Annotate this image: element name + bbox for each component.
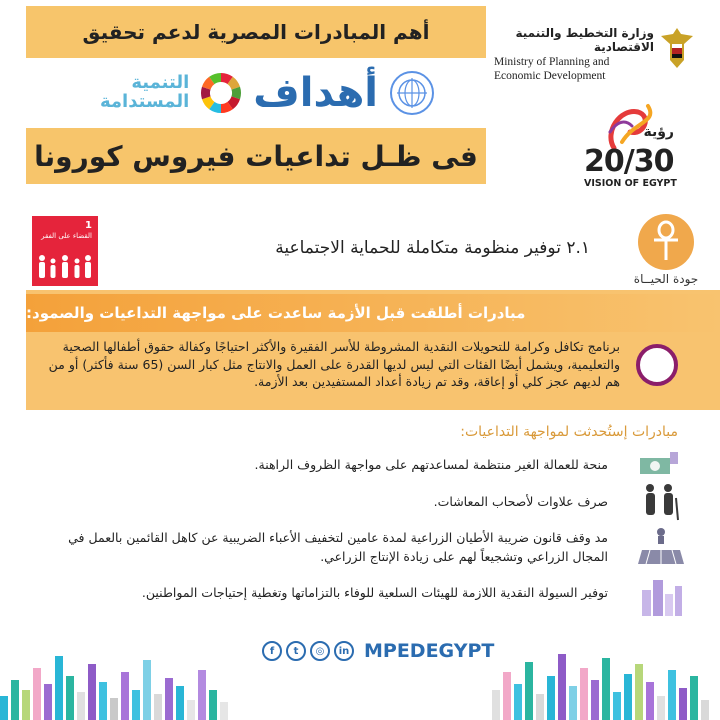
list-item: توفير السيولة النقدية اللازمة للهيئات السلعية للوفاء بالتزاماتها وتغطية إحتياجات المواطنين. xyxy=(141,585,608,600)
vision-number: 20/30 xyxy=(584,144,674,179)
sdg1-label: القضاء على الفقر xyxy=(41,232,92,240)
sdg-main-title: أهداف xyxy=(253,70,379,116)
sdg-sub-1: التنمية xyxy=(131,72,190,94)
sdg1-no-poverty-tile xyxy=(32,216,98,286)
farm-field-icon xyxy=(638,526,684,566)
sdg-subtitle xyxy=(100,74,189,112)
takaful-karama-logo-icon xyxy=(636,344,678,386)
ministry-arabic: وزارة التخطيط والتنمية الاقتصادية xyxy=(515,26,654,54)
quality-of-life-label: جودة الحيــاة xyxy=(633,272,699,286)
equalizer-bars-right xyxy=(492,642,709,720)
elderly-couple-icon xyxy=(636,482,682,522)
pre-crisis-heading: مبادرات أطلقت قبل الأزمة ساعدت على مواجهة التداعيات والصمود: xyxy=(26,294,720,332)
vision-english: VISION OF EGYPT xyxy=(584,178,677,189)
equalizer-bars-left xyxy=(0,642,228,720)
vision-2030-logo xyxy=(574,102,694,198)
section-title: ٢.١ توفير منظومة متكاملة للحماية الاجتماعية xyxy=(275,238,590,258)
twitter-icon[interactable]: t xyxy=(286,641,306,661)
top-banner: أهم المبادرات المصرية لدعم تحقيق xyxy=(26,6,486,58)
city-buildings-icon xyxy=(638,576,684,616)
ministry-english: Ministry of Planning and Economic Development xyxy=(494,56,610,82)
ankh-icon xyxy=(638,214,694,270)
bottom-banner: فى ظـل تداعيات فيروس كورونا xyxy=(26,128,486,184)
list-item: منحة للعمالة الغير منتظمة لمساعدتهم على مواجهة الظروف الراهنة. xyxy=(254,457,608,472)
linkedin-icon[interactable]: in xyxy=(334,641,354,661)
sdg1-number: 1 xyxy=(85,220,92,231)
sdg-sub-2: المستدامة xyxy=(99,91,190,112)
social-handle[interactable]: MPEDEGYPT xyxy=(364,640,495,662)
quality-of-life-badge xyxy=(638,214,694,270)
vision-arabic: رؤية xyxy=(643,124,674,140)
new-initiatives-heading: مبادرات إستُحدثت لمواجهة التداعيات: xyxy=(460,424,678,440)
family-icon xyxy=(36,254,94,282)
social-links xyxy=(262,640,494,662)
list-item: مد وقف قانون ضريبة الأطيان الزراعية لمدة عامين لتخفيف الأعباء الضريبية عن كاهل القائمين بالعمل في المجال الزراعي وتشجيعاً لهم على زيادة الإنتاج الزراعي. xyxy=(68,530,608,565)
eagle-emblem-icon xyxy=(660,26,694,70)
sdg-logo-row xyxy=(88,62,448,124)
un-emblem-icon xyxy=(388,69,436,117)
facebook-icon[interactable]: f xyxy=(262,641,282,661)
instagram-icon[interactable]: ◎ xyxy=(310,641,330,661)
list-item: صرف علاوات لأصحاب المعاشات. xyxy=(433,494,608,509)
ministry-block xyxy=(494,26,694,84)
cash-grant-icon xyxy=(636,446,682,486)
sdg-wheel-icon xyxy=(199,71,243,115)
pre-crisis-body: برنامج تكافل وكرامة للتحويلات النقدية المشروطة للأسر الفقيرة والأكثر احتياجًا وكفالة حقوق أطفالها الصحية والتعليمية، ويشمل أيضًا الفئات التي ليس لديها القدرة على العمل والانتاج مثل كبار السن (65 سنة فأكثر) أو من هم لديهم عجز كلي أو إعاقة، وقد تم زيادة أعداد المستفيدين بعد الأزمة. xyxy=(48,339,620,389)
